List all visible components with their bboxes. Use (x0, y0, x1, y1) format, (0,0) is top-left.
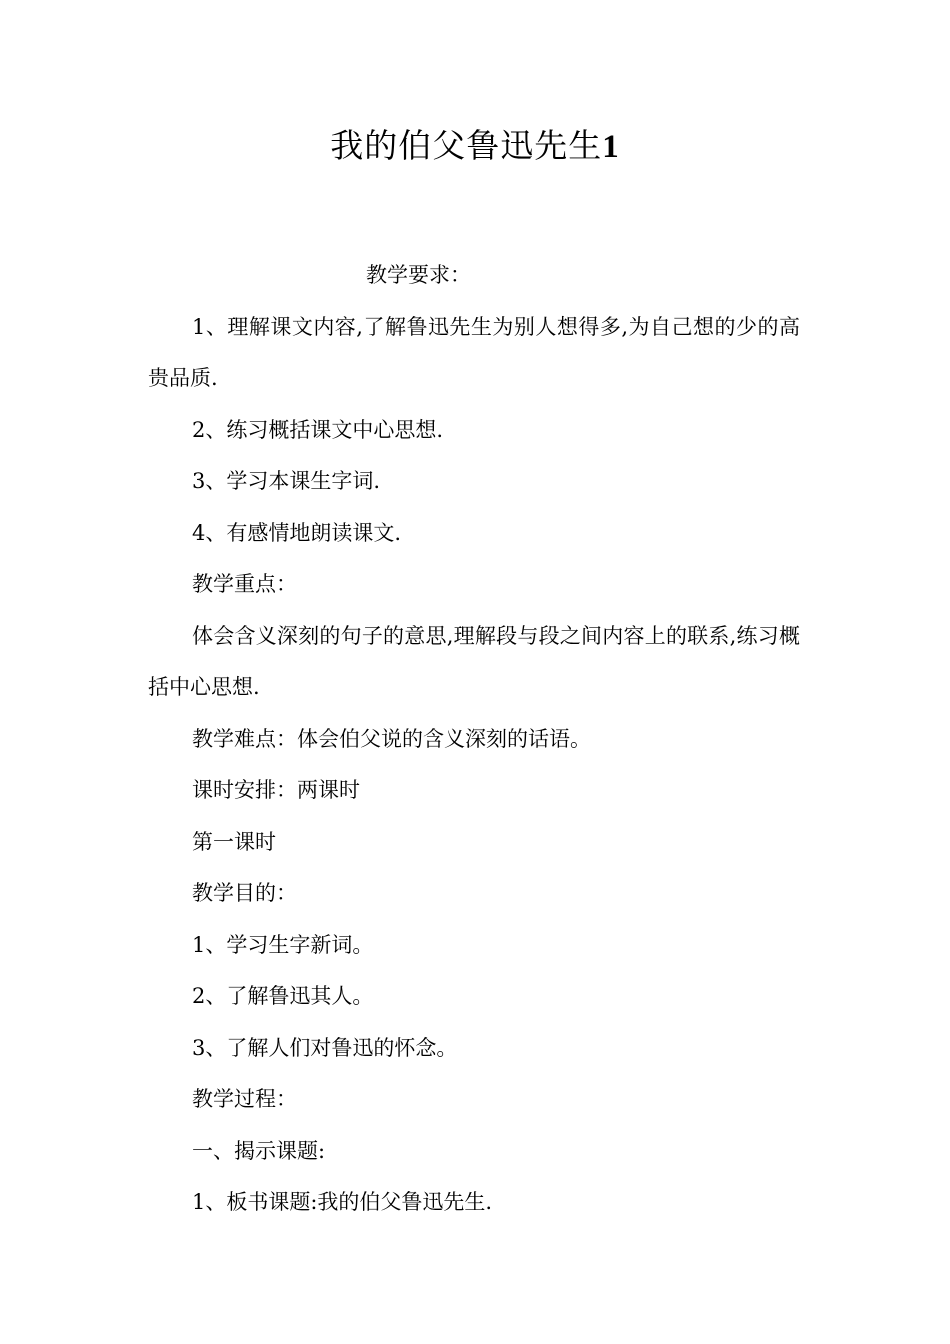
heading-teaching-focus: 教学重点： (192, 572, 297, 596)
paragraph-text: 体会含义深刻的句子的意思,理解段与段之间内容上的联系,练习概括中心思想. (148, 623, 800, 699)
document-title (0, 124, 950, 169)
section-heading: 一、揭示课题: (192, 1138, 326, 1163)
document-body (148, 250, 800, 1229)
process-item: 1、板书课题:我的伯父鲁迅先生. (192, 1190, 493, 1214)
heading-teaching-purpose: 教学目的： (192, 881, 297, 905)
heading-teaching-requirements: 教学要求： (366, 263, 471, 287)
title-number: 1 (602, 129, 620, 165)
purpose-item: 1、学习生字新词。 (192, 932, 374, 957)
requirement-item: 2、练习概括课文中心思想. (192, 417, 444, 442)
heading-teaching-process: 教学过程： (192, 1087, 297, 1111)
title-text: 我的伯父鲁迅先生 (330, 126, 603, 165)
paragraph-text: 教学难点：体会伯父说的含义深刻的话语。 (192, 726, 591, 751)
purpose-item: 2、了解鲁迅其人。 (192, 984, 374, 1008)
requirement-item: 4、有感情地朗读课文. (192, 520, 402, 545)
purpose-item: 3、了解人们对鲁迅的怀念。 (192, 1035, 458, 1060)
heading-first-lesson: 第一课时 (192, 829, 276, 854)
requirement-item: 3、学习本课生字词. (192, 469, 381, 493)
requirement-item: 1、理解课文内容,了解鲁迅先生为别人想得多,为自己想的少的高贵品质. (148, 314, 800, 390)
paragraph-text: 课时安排：两课时 (192, 778, 360, 802)
